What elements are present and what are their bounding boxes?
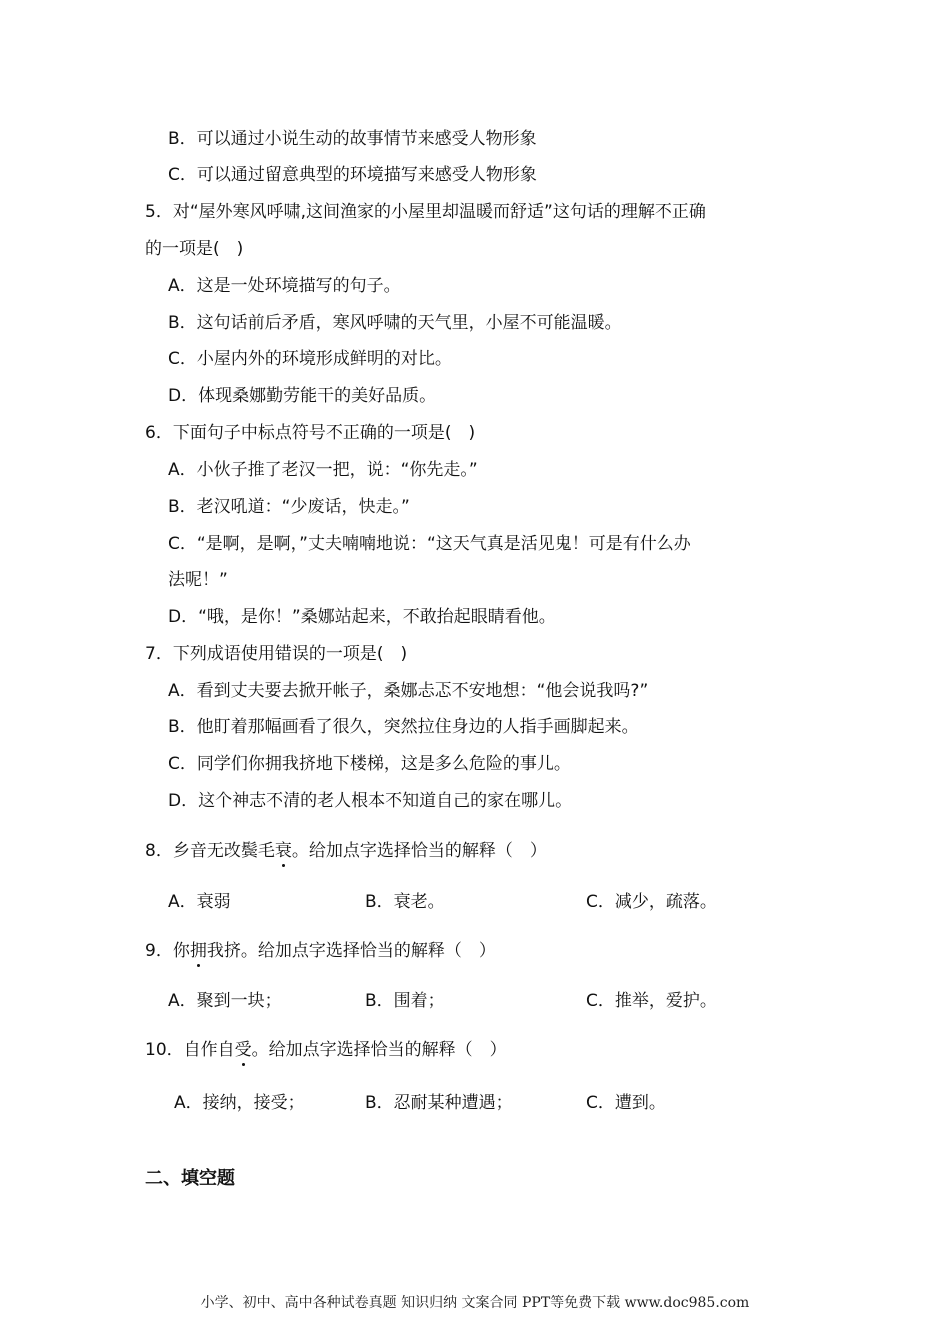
question-10: 10．自作自受。给加点字选择恰当的解释（ ） [145,1040,507,1060]
option-line: A．看到丈夫要去掀开帐子，桑娜忐忑不安地想：“他会说我吗?” [168,681,649,701]
q10-option-a: A．接纳，接受； [174,1093,305,1113]
option-line: 法呢！” [168,570,228,590]
option-line: B．老汉吼道：“少废话，快走。” [168,497,410,517]
option-line: C．小屋内外的环境形成鲜明的对比。 [168,349,452,369]
option-line: C．“是啊，是啊，”丈夫喃喃地说：“这天气真是活见鬼！可是有什么办 [168,534,691,554]
q8-option-c: C．减少，疏落。 [586,892,717,912]
q10-option-c: C．遭到。 [586,1093,666,1113]
option-line: C．可以通过留意典型的环境描写来感受人物形象 [168,165,537,185]
q10-option-b: B．忍耐某种遭遇； [365,1093,513,1113]
emphasized-char: 受 [234,1040,252,1060]
q8-option-a: A．衰弱 [168,892,231,912]
q8-option-b: B．衰老。 [365,892,445,912]
question-line: 7．下列成语使用错误的一项是( ) [145,644,408,664]
option-line: B．这句话前后矛盾，寒风呼啸的天气里，小屋不可能温暖。 [168,313,622,333]
page-footer: 小学、初中、高中各种试卷真题 知识归纳 文案合同 PPT等免费下载 www.doc985.com [200,1295,750,1311]
option-line: B．可以通过小说生动的故事情节来感受人物形象 [168,129,537,149]
option-line: A．这是一处环境描写的句子。 [168,276,401,296]
question-line: 5．对“屋外寒风呼啸,这间渔家的小屋里却温暖而舒适”这句话的理解不正确 [145,202,706,222]
q9-option-a: A．聚到一块； [168,991,282,1011]
question-line: 6．下面句子中标点符号不正确的一项是( ) [145,423,476,443]
question-line: 的一项是( ) [145,239,244,259]
section-title: 二、填空题 [145,1168,235,1189]
q9-option-c: C．推举，爱护。 [586,991,717,1011]
option-line: D．体现桑娜勤劳能干的美好品质。 [168,386,437,406]
emphasized-char: 衰 [274,841,292,861]
option-line: D．“哦，是你！”桑娜站起来，不敢抬起眼睛看他。 [168,607,556,627]
option-line: C．同学们你拥我挤地下楼梯，这是多么危险的事儿。 [168,754,571,774]
emphasized-char: 拥 [189,941,207,961]
question-8: 8．乡音无改鬓毛衰。给加点字选择恰当的解释（ ） [145,841,547,861]
q9-option-b: B．围着； [365,991,445,1011]
question-9: 9．你拥我挤。给加点字选择恰当的解释（ ） [145,941,496,961]
option-line: D．这个神志不清的老人根本不知道自己的家在哪儿。 [168,791,573,811]
option-line: A．小伙子推了老汉一把，说：“你先走。” [168,460,478,480]
option-line: B．他盯着那幅画看了很久，突然拉住身边的人指手画脚起来。 [168,717,639,737]
